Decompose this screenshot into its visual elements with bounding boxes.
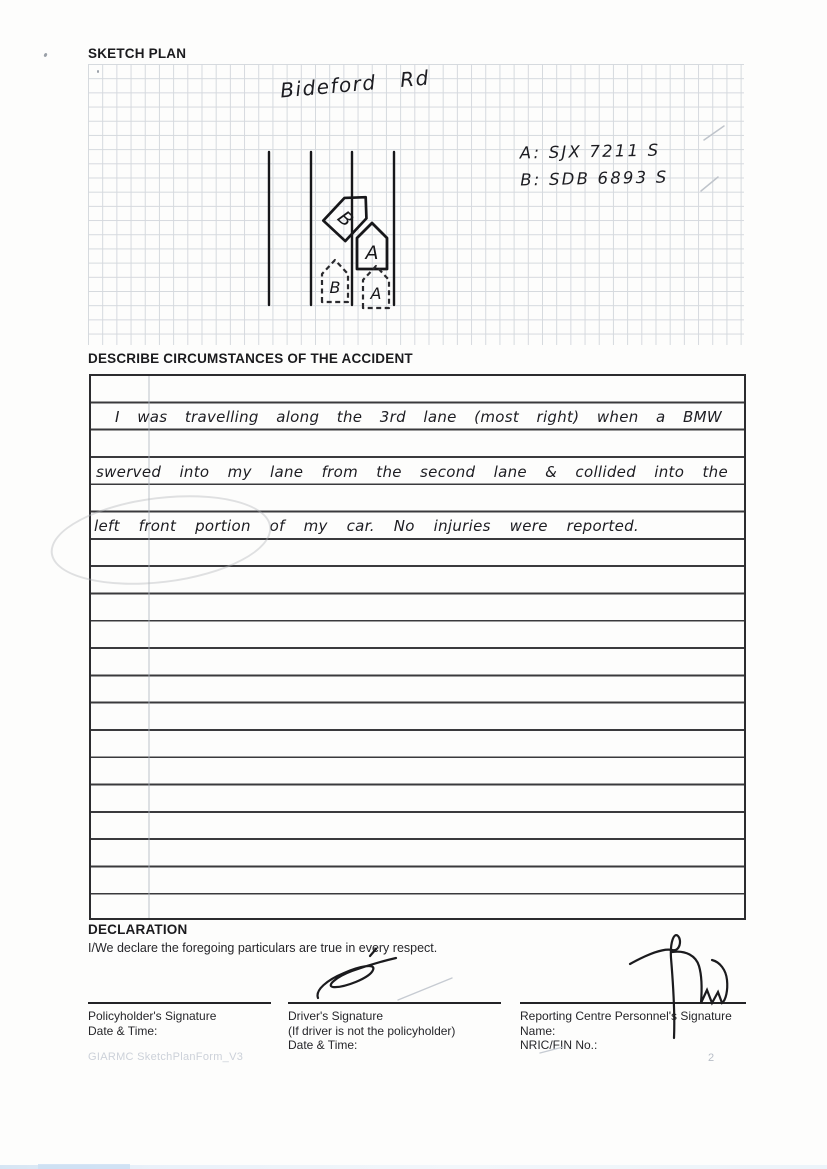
road-name-handwriting: Bideford Rd — [279, 65, 431, 103]
car-a-label: A — [365, 242, 379, 264]
sketch-plan-grid — [88, 64, 744, 345]
policyholder-signature-line — [88, 1002, 271, 1004]
pencil-slash-2 — [701, 177, 718, 191]
describe-circumstances-title: DESCRIBE CIRCUMSTANCES OF THE ACCIDENT — [88, 351, 413, 366]
accident-sketch — [88, 64, 744, 345]
car-a-previous-label: A — [370, 284, 382, 303]
policyholder-datetime-label: Date & Time: — [88, 1023, 158, 1038]
driver-signature-note: (If driver is not the policyholder) — [288, 1023, 456, 1038]
car-a-previous — [363, 266, 389, 308]
page-number: 2 — [708, 1052, 715, 1064]
form-version-footer: GIARMC SketchPlanForm_V3 — [88, 1051, 244, 1063]
car-a-current — [357, 223, 387, 269]
statement-line-2: swerved into my lane from the second lane & collided into the — [96, 463, 728, 481]
car-b-current — [323, 187, 376, 241]
car-b-previous — [322, 260, 348, 302]
car-b-previous-label: B — [329, 278, 341, 297]
reporting-centre-nric-label: NRIC/FIN No.: — [520, 1038, 598, 1052]
scan-speck — [43, 53, 47, 58]
reporting-centre-signature-block — [520, 1002, 746, 1053]
pencil-marks — [701, 126, 724, 191]
reporting-centre-name-label: Name: — [520, 1023, 556, 1038]
driver-signature-label: Driver's Signature — [288, 1009, 383, 1023]
policyholder-signature-block — [88, 1002, 271, 1038]
reporting-centre-signature-label: Reporting Centre Personnel's Signature — [520, 1009, 732, 1023]
driver-signature-line — [288, 1002, 501, 1004]
car-b-label: B — [332, 206, 358, 232]
sketch-plan-title: SKETCH PLAN — [88, 46, 187, 61]
vehicle-plate-legend — [519, 136, 668, 193]
pencil-slash-1 — [704, 126, 724, 140]
pencil-slash-near-driver-signature — [398, 978, 452, 1000]
statement-line-1: I was travelling along the 3rd lane (most right) when a BMW — [115, 408, 722, 426]
reporting-centre-signature-line — [520, 1002, 746, 1004]
declaration-statement: I/We declare the foregoing particulars are true in every respect. — [88, 941, 438, 955]
personnel-signature-ink-2 — [672, 952, 727, 1003]
driver-signature-block — [288, 1002, 501, 1053]
vehicle-b-plate: B: SDB 6893 S — [520, 167, 669, 190]
declaration-title: DECLARATION — [88, 922, 188, 937]
vehicle-a-plate: A: SJX 7211 S — [519, 140, 661, 163]
scan-streak-artifact — [148, 376, 150, 918]
statement-line-3: left front portion of my car. No injuries were reported. — [94, 517, 639, 535]
driver-datetime-label: Date & Time: — [288, 1038, 358, 1052]
circumstances-ruled-box — [89, 374, 746, 920]
driver-signature-ink — [318, 958, 396, 998]
policyholder-signature-label: Policyholder's Signature — [88, 1009, 217, 1023]
scan-bottom-edge-accent — [38, 1164, 130, 1169]
